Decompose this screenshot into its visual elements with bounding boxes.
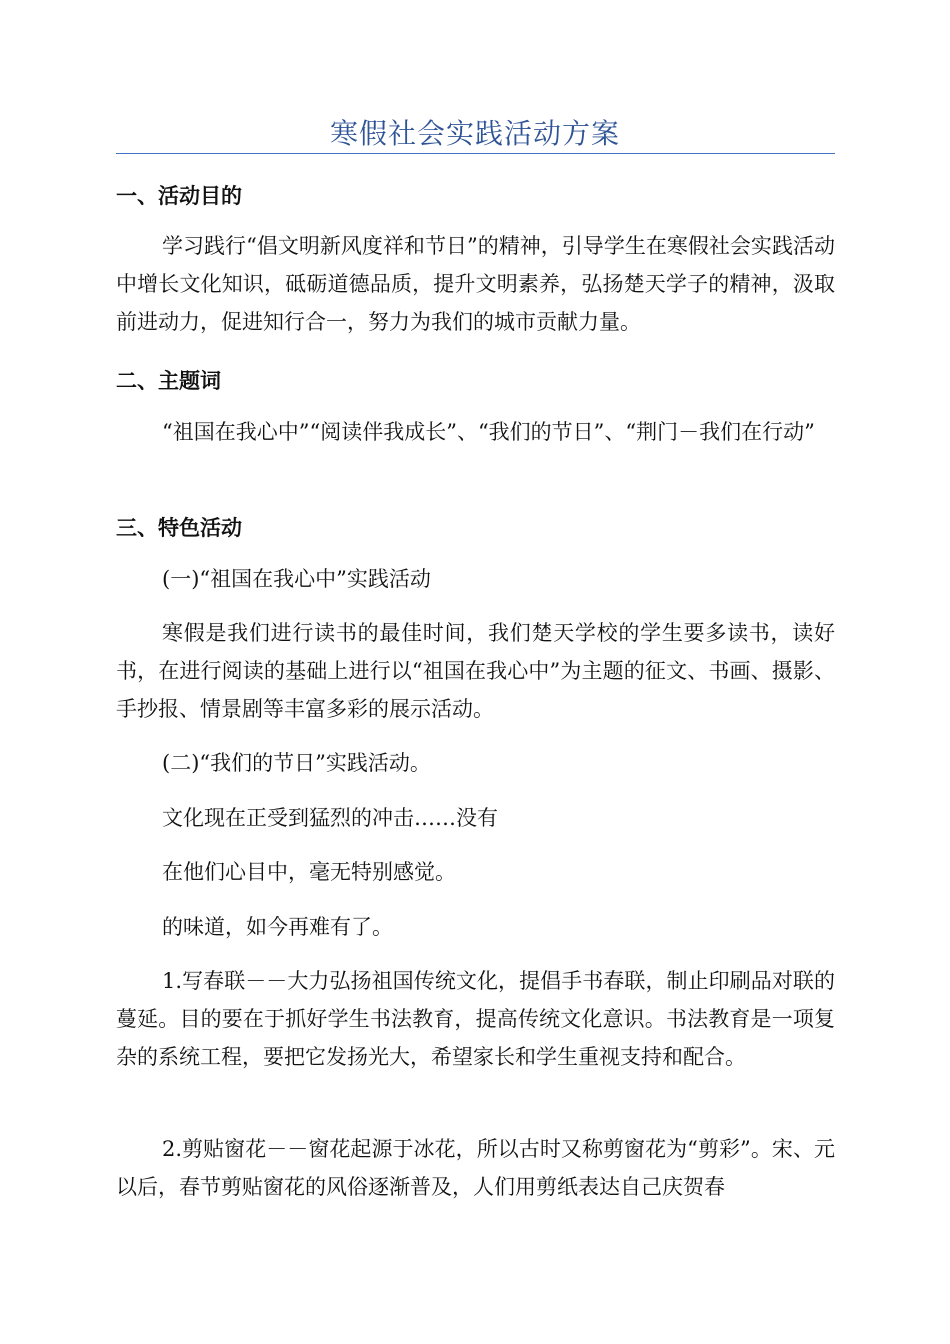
list-item-1: 1.写春联－－大力弘扬祖国传统文化，提倡手书春联，制止印刷品对联的蔓延。目的要在于抓好学生书法教育，提高传统文化意识。书法教育是一项复杂的系统工程，要把它发扬光大，希望家长和学生重视支持和配合。 (116, 969, 835, 1069)
section-heading-theme: 二、主题词 (116, 369, 221, 393)
section-heading-purpose: 一、活动目的 (116, 184, 242, 208)
theme-paragraph: “祖国在我心中”“阅读伴我成长”、“我们的节日”、“荆门－我们在行动” (162, 420, 815, 444)
list-item-2: 2.剪贴窗花－－窗花起源于冰花，所以古时又称剪窗花为“剪彩”。宋、元以后，春节剪贴窗花的风俗逐渐普及，人们用剪纸表达自己庆贺春 (116, 1137, 835, 1199)
subsection-title-1: (一)“祖国在我心中”实践活动 (162, 567, 431, 591)
document-title: 寒假社会实践活动方案 (329, 117, 620, 150)
section-heading-activities: 三、特色活动 (116, 516, 242, 540)
text-line-3: 的味道，如今再难有了。 (162, 915, 393, 939)
subsection-paragraph-1: 寒假是我们进行读书的最佳时间，我们楚天学校的学生要多读书，读好书，在进行阅读的基础上进行以“祖国在我心中”为主题的征文、书画、摄影、手抄报、情景剧等丰富多彩的展示活动。 (116, 621, 835, 721)
text-line-1: 文化现在正受到猛烈的冲击……没有 (162, 806, 498, 830)
title-underline (116, 153, 835, 154)
text-line-2: 在他们心目中，毫无特别感觉。 (162, 860, 456, 884)
purpose-paragraph: 学习践行“倡文明新风度祥和节日”的精神，引导学生在寒假社会实践活动中增长文化知识，砥砺道德品质，提升文明素养，弘扬楚天学子的精神，汲取前进动力，促进知行合一，努力为我们的城市贡献力量。 (116, 234, 835, 334)
subsection-title-2: (二)“我们的节日”实践活动。 (162, 751, 431, 775)
